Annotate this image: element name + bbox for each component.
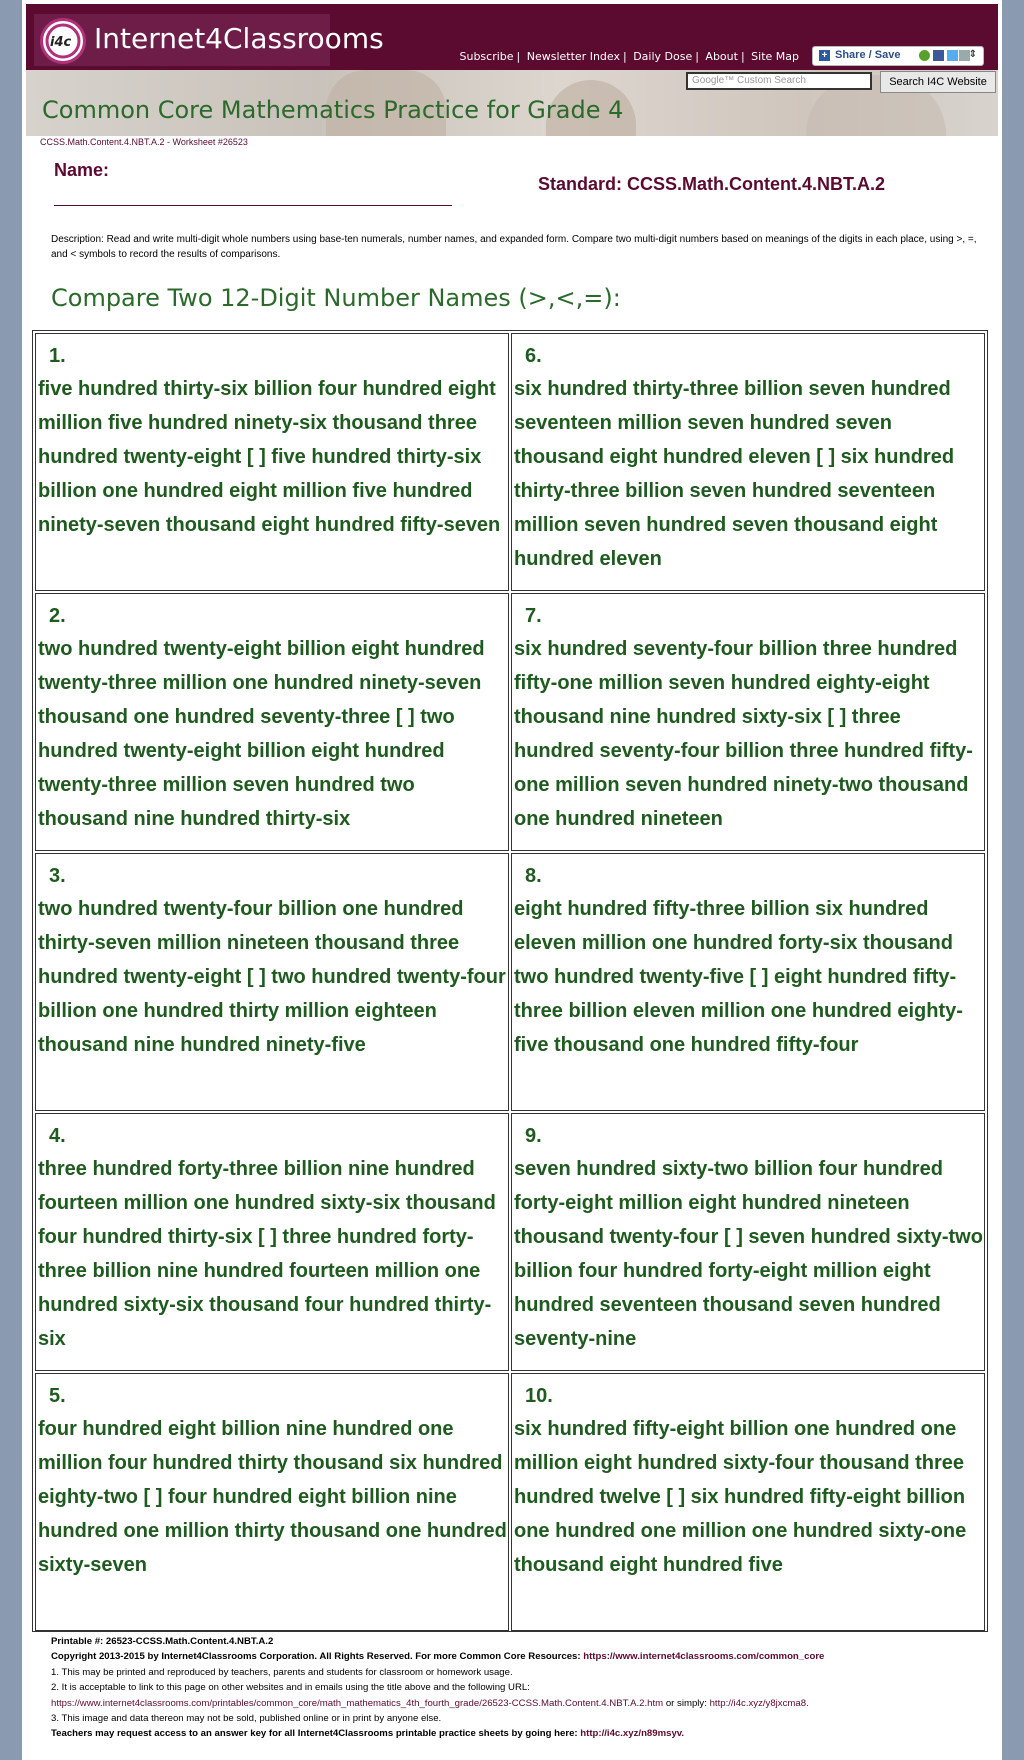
problem-cell-6 [511, 333, 985, 591]
site-logo[interactable] [34, 14, 384, 66]
problem-number: 5. [49, 1385, 66, 1407]
problem-text: six hundred fifty-eight billion one hundred one million eight hundred sixty-four thousand three hundred twelve [ ] six hundred fifty-eight billion one hundred one million one hundred sixty-one thousand eight hundred five [514, 1418, 967, 1576]
note-2-urls [51, 1696, 991, 1711]
nav-subscribe[interactable]: Subscribe [459, 50, 514, 63]
page [22, 0, 1002, 1760]
problem-cell-2 [35, 593, 509, 851]
problem-text: six hundred thirty-three billion seven hundred seventeen million seven hundred seven thousand eight hundred eleven [ ] six hundred thirty-three billion seven hundred seventeen million seven hundred seven thousand eight hundred eleven [514, 378, 955, 570]
problem-number: 6. [525, 345, 542, 367]
section-title: Compare Two 12-Digit Number Names (>,<,=): [51, 284, 621, 312]
note-2-or: or simply: [665, 1697, 707, 1709]
plus-icon: + [819, 50, 830, 61]
name-line [54, 205, 452, 206]
problem-number: 1. [49, 345, 66, 367]
problem-cell-5 [35, 1373, 509, 1631]
name-label: Name: [54, 160, 110, 180]
top-nav: Subscribe | Newsletter Index | Daily Dose | About | Site Map [459, 50, 799, 63]
worksheet-id: CCSS.Math.Content.4.NBT.A.2 - Worksheet #26523 [40, 137, 248, 147]
footer [51, 1634, 991, 1742]
problem-text: three hundred forty-three billion nine hundred fourteen million one hundred sixty-six thousand four hundred thirty-six [ ] three hundred forty-three billion nine hundred fourteen million one hundred sixty-six thousand four hundred thirty-six [38, 1158, 496, 1350]
chevron-updown-icon: ⇕ [968, 49, 977, 60]
copyright [51, 1649, 991, 1664]
problem-text: six hundred seventy-four billion three hundred fifty-one million seven hundred eighty-eight thousand nine hundred sixty-six [ ] three hundred seventy-four billion three hundred fifty-one million seven hundred ninety-two thousand one hundred nineteen [514, 638, 973, 830]
problem-number: 3. [49, 865, 66, 887]
facebook-icon [933, 50, 944, 61]
problems-grid [32, 330, 988, 1632]
problem-number: 10. [525, 1385, 553, 1407]
problem-text: two hundred twenty-four billion one hundred thirty-seven million nineteen thousand three hundred twenty-eight [ ] two hundred twenty-four billion one hundred thirty million eighteen thousand nine hundred ninety-five [38, 898, 506, 1056]
problem-cell-1 [35, 333, 509, 591]
header-bar [26, 4, 998, 70]
note-1: 1. This may be printed and reproduced by teachers, parents and students for classroom or homework usage. [51, 1666, 513, 1678]
search-input[interactable]: Google™ Custom Search [686, 72, 872, 90]
problem-text: five hundred thirty-six billion four hundred eight million five hundred ninety-six thousand three hundred twenty-eight [ ] five hundred thirty-six billion one hundred eight million five hundred ninety-seven thousand eight hundred fifty-seven [38, 378, 501, 536]
nav-site-map[interactable]: Site Map [751, 50, 799, 63]
problem-number: 7. [525, 605, 542, 627]
problem-cell-8 [511, 853, 985, 1111]
share-save-button[interactable] [812, 46, 984, 66]
printable-number: Printable #: 26523-CCSS.Math.Content.4.NBT.A.2 [51, 1636, 274, 1647]
nav-about[interactable]: About [705, 50, 738, 63]
nav-newsletter-index[interactable]: Newsletter Index [526, 50, 620, 63]
share-icon [919, 50, 930, 61]
standard-label: Standard: CCSS.Math.Content.4.NBT.A.2 [538, 174, 886, 194]
answer-key-link[interactable]: http://i4c.xyz/n89msyv. [580, 1728, 685, 1740]
problem-number: 8. [525, 865, 542, 887]
note-3: 3. This image and data thereon may not be sold, published online or in print by anyone else. [51, 1713, 442, 1725]
description: Description: Read and write multi-digit whole numbers using base-ten numerals, number names, and expanded form. Compare two multi-digit numbers based on meanings of the digits in each place, using >, =, and < symbols to record the results of comparisons. [51, 234, 977, 260]
problem-text: eight hundred fifty-three billion six hundred eleven million one hundred forty-six thousand two hundred twenty-five [ ] eight hundred fifty-three billion eleven million one hundred eighty-five thousand one hundred fifty-four [514, 898, 963, 1056]
short-url-link[interactable]: http://i4c.xyz/y8jxcma8. [709, 1697, 809, 1709]
problem-cell-4 [35, 1113, 509, 1371]
copyright-text: Copyright 2013-2015 by Internet4Classrooms Corporation. All Rights Reserved. For more Common Core Resources: [51, 1651, 581, 1663]
problem-cell-3 [35, 853, 509, 1111]
problem-cell-9 [511, 1113, 985, 1371]
problem-number: 9. [525, 1125, 542, 1147]
search-button[interactable]: Search I4C Website [880, 71, 996, 93]
logo-icon-text: i4c [50, 35, 72, 50]
problem-number: 2. [49, 605, 66, 627]
nav-daily-dose[interactable]: Daily Dose [633, 50, 693, 63]
answer-key [51, 1726, 991, 1741]
answer-key-text: Teachers may request access to an answer key for all Internet4Classrooms printable practice sheets by going here: [51, 1728, 578, 1740]
i4c-logo-icon [40, 18, 86, 64]
problem-text: seven hundred sixty-two billion four hundred forty-eight million eight hundred nineteen thousand twenty-four [ ] seven hundred sixty-two billion four hundred forty-eight million eight hundred seventeen thousand seven hundred seventy-nine [514, 1158, 983, 1350]
problem-text: four hundred eight billion nine hundred one million four hundred thirty thousand six hundred eighty-two [ ] four hundred eight billion nine hundred one million thirty thousand one hundred sixty-seven [38, 1418, 507, 1576]
logo-text: Internet4Classrooms [94, 22, 384, 55]
twitter-icon [947, 50, 958, 61]
problem-cell-10 [511, 1373, 985, 1631]
page-title: Common Core Mathematics Practice for Grade 4 [42, 96, 624, 124]
note-2: 2. It is acceptable to link to this page on other websites and in emails using the title above and the following URL: [51, 1682, 530, 1694]
page-url-link[interactable]: https://www.internet4classrooms.com/printables/common_core/math_mathematics_4th_fourth_grade/26523-CCSS.Math.Content.4.NBT.A.2.htm [51, 1697, 664, 1709]
problem-number: 4. [49, 1125, 66, 1147]
problem-cell-7 [511, 593, 985, 851]
problem-text: two hundred twenty-eight billion eight hundred twenty-three million one hundred ninety-seven thousand one hundred seventy-three [ ] two hundred twenty-eight billion eight hundred twenty-three million seven hundred two thousand nine hundred thirty-six [38, 638, 485, 830]
common-core-link[interactable]: https://www.internet4classrooms.com/common_core [583, 1651, 825, 1663]
share-save-label: Share / Save [835, 49, 901, 61]
